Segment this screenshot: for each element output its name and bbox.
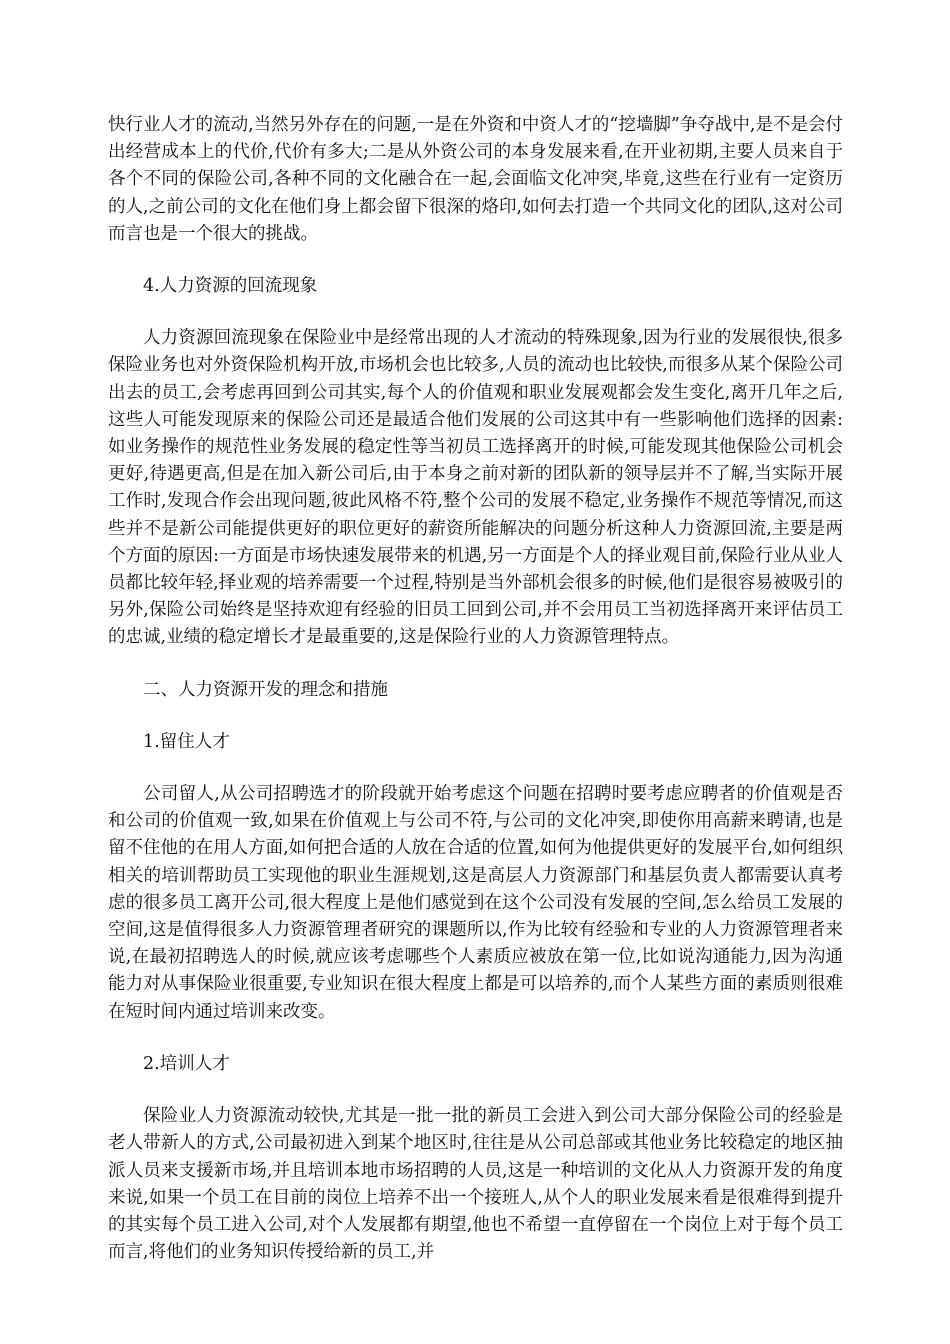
paragraph-continuation: 快行业人才的流动,当然另外存在的问题,一是在外资和中资人才的“挖墙脚”争夺战中,是不是会付出经营成本上的代价,代价有多大;二是从外资公司的本身发展来看,在开业初期,主要人员来自于各个不同的保险公司,各种不同的文化融合在一起,会面临文化冲突,毕竟,这些在行业有一定资历的人,之前公司的文化在他们身上都会留下很深的烙印,如何去打造一个共同文化的团队,这对公司而言也是一个很大的挑战。 bbox=[108, 115, 843, 244]
document-page bbox=[108, 112, 843, 1291]
section-heading-train-talent: 2.培训人才 bbox=[143, 1053, 230, 1074]
section-heading-development: 二、人力资源开发的理念和措施 bbox=[143, 679, 388, 700]
paragraph-talent-return: 人力资源回流现象在保险业中是经常出现的人才流动的特殊现象,因为行业的发展很快,很多保险业务也对外资保险机构开放,市场机会也比较多,人员的流动也比较快,而很多从某个保险公司出去的员工,会考虑再回到公司其实,每个人的价值观和职业发展观都会发生变化,离开几年之后,这些人可能发现原来的保险公司还是最适合他们发展的公司这其中有一些影响他们选择的因素:如业务操作的规范性业务发展的稳定性等当初员工选择离开的时候,可能发现其他保险公司机会更好,待遇更高,但是在加入新公司后,由于本身之前对新的团队新的领导层并不了解,当实际开展工作时,发现合作会出现问题,彼此风格不符,整个公司的发展不稳定,业务操作不规范等情况,而这些并不是新公司能提供更好的职位更好的薪资所能解决的问题分析这种人力资源回流,主要是两个方面的原因:一方面是市场快速发展带来的机遇,另一方面是个人的择业观目前,保险行业从业人员都比较年轻,择业观的培养需要一个过程,特别是当外部机会很多的时候,他们是很容易被吸引的另外,保险公司始终是坚持欢迎有经验的旧员工回到公司,并不会用员工当初选择离开来评估员工的忠诚,业绩的稳定增长才是最重要的,这是保险行业的人力资源管理特点。 bbox=[108, 328, 843, 648]
paragraph-retain-talent: 公司留人,从公司招聘选才的阶段就开始考虑这个问题在招聘时要考虑应聘者的价值观是否和公司的价值观一致,如果在价值观上与公司不符,与公司的文化冲突,即使你用高薪来聘请,也是留不住他的在用人方面,如何把合适的人放在合适的位置,如何为他提供更好的发展平台,如何组织相关的培训帮助员工实现他的职业生涯规划,这是高层人力资源部门和基层负责人都需要认真考虑的很多员工离开公司,很大程度上是他们感觉到在这个公司没有发展的空间,怎么给员工发展的空间,这是值得很多人力资源管理者研究的课题所以,作为比较有经验和专业的人力资源管理者来说,在最初招聘选人的时候,就应该考虑哪些个人素质应被放在第一位,比如说沟通能力,因为沟通能力对从事保险业很重要,专业知识在很大程度上都是可以培养的,而个人某些方面的素质则很难在短时间内通过培训来改变。 bbox=[108, 784, 843, 1022]
section-heading-talent-return: 4.人力资源的回流现象 bbox=[143, 276, 318, 297]
section-heading-retain-talent: 1.留住人才 bbox=[143, 731, 230, 752]
paragraph-train-talent: 保险业人力资源流动较快,尤其是一批一批的新员工会进入到公司大部分保险公司的经验是老人带新人的方式,公司最初进入到某个地区时,往往是从公司总部或其他业务比较稳定的地区抽派人员来支援新市场,并且培训本地市场招聘的人员,这是一种培训的文化从人力资源开发的角度来说,如果一个员工在目前的岗位上培养不出一个接班人,从个人的职业发展来看是很难得到提升的其实每个员工进入公司,对个人发展都有期望,他也不希望一直停留在一个岗位上对于每个员工而言,将他们的业务知识传授给新的员工,并 bbox=[108, 1106, 843, 1263]
